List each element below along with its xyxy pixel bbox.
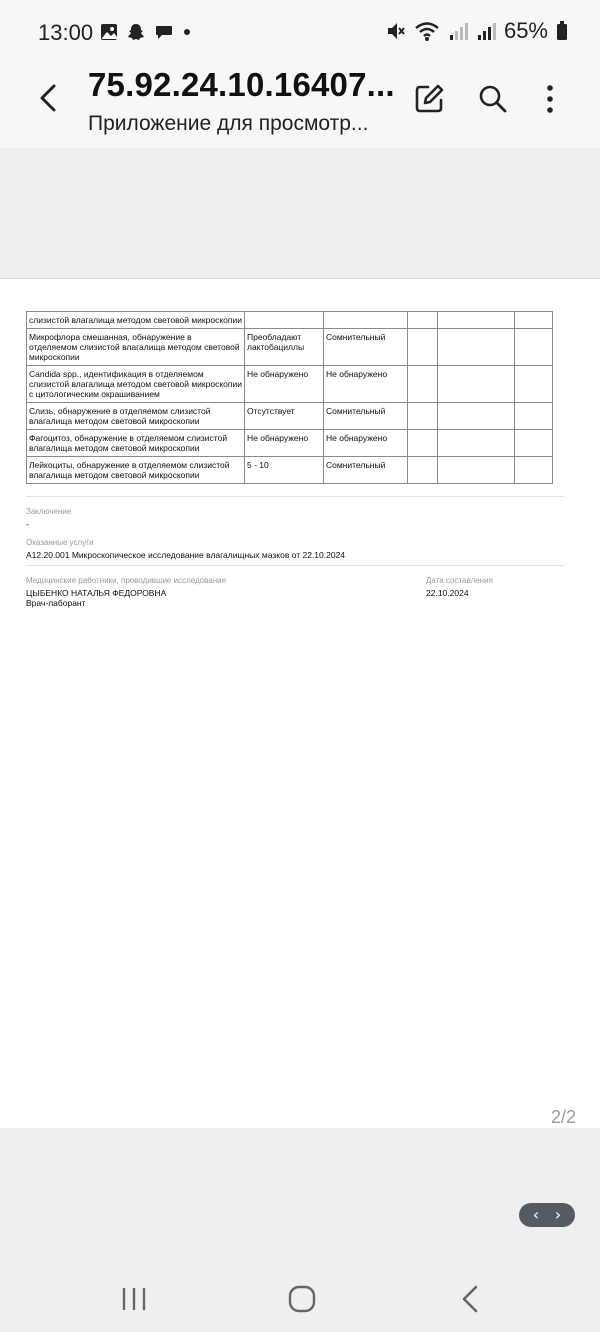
services-value: A12.20.001 Микроскопическое исследование влагалищных мазков от 22.10.2024 xyxy=(26,550,346,560)
staff-label: Медицинские работники, проводившие исследование xyxy=(26,576,227,585)
result-cell: Преобладают лактобациллы xyxy=(245,329,324,366)
reference-cell: Сомнительный xyxy=(324,457,408,484)
conclusion-label: Заключение xyxy=(26,507,72,516)
more-icon[interactable] xyxy=(533,82,567,116)
dot-icon xyxy=(182,27,192,37)
reference-cell: Не обнаружено xyxy=(324,366,408,403)
chat-icon xyxy=(154,22,174,42)
status-time: 13:00 xyxy=(38,20,94,45)
reference-cell: Сомнительный xyxy=(324,403,408,430)
app-subtitle: Приложение для просмотр... xyxy=(88,112,369,135)
results-table xyxy=(26,311,553,484)
navigation-bar xyxy=(0,1262,600,1332)
empty-cell xyxy=(408,329,438,366)
next-page-button[interactable]: › xyxy=(554,1205,562,1224)
test-name-cell: Слизь, обнаружение в отделяемом слизистой влагалища методом световой микроскопии xyxy=(27,403,245,430)
empty-cell xyxy=(408,430,438,457)
battery-icon xyxy=(556,20,568,42)
wifi-icon xyxy=(414,20,440,42)
staff-name: ЦЫБЕНКО НАТАЛЬЯ ФЕДОРОВНА xyxy=(26,588,167,598)
page-navigator[interactable] xyxy=(519,1203,575,1227)
result-cell: 5 - 10 xyxy=(245,457,324,484)
empty-cell xyxy=(438,312,515,329)
document-title: 75.92.24.10.16407... xyxy=(88,66,395,103)
document-page[interactable] xyxy=(0,278,600,1128)
empty-cell xyxy=(408,366,438,403)
result-cell: Не обнаружено xyxy=(245,430,324,457)
empty-cell xyxy=(515,403,553,430)
mute-icon xyxy=(386,20,406,42)
app-bar xyxy=(0,66,600,148)
divider xyxy=(26,565,564,566)
test-name-cell: Фагоцитоз, обнаружение в отделяемом слизистой влагалища методом световой микроскопии xyxy=(27,430,245,457)
test-name-cell: Лейкоциты, обнаружение в отделяемом слизистой влагалища методом световой микроскопии xyxy=(27,457,245,484)
table-row xyxy=(27,457,553,484)
empty-cell xyxy=(438,430,515,457)
date-label: Дата составления xyxy=(426,576,493,585)
empty-cell xyxy=(438,403,515,430)
back-button[interactable] xyxy=(34,82,66,114)
table-row xyxy=(27,312,553,329)
date-value: 22.10.2024 xyxy=(426,588,469,598)
empty-cell xyxy=(515,329,553,366)
empty-cell xyxy=(438,366,515,403)
empty-cell xyxy=(408,457,438,484)
edit-icon[interactable] xyxy=(412,82,446,116)
result-cell: Не обнаружено xyxy=(245,366,324,403)
reference-cell: Сомнительный xyxy=(324,329,408,366)
result-cell xyxy=(245,312,324,329)
recents-icon[interactable] xyxy=(114,1282,154,1316)
signal-icon xyxy=(448,20,468,42)
empty-cell xyxy=(515,366,553,403)
system-icons xyxy=(386,18,568,44)
page-counter: 2/2 xyxy=(550,1107,576,1127)
search-icon[interactable] xyxy=(476,82,510,116)
snapchat-icon xyxy=(126,22,146,42)
test-name-cell: слизистой влагалища методом световой микроскопии xyxy=(27,312,245,329)
reference-cell: Не обнаружено xyxy=(324,430,408,457)
empty-cell xyxy=(515,457,553,484)
notification-icons xyxy=(100,22,192,42)
viewer-background xyxy=(0,148,600,278)
test-name-cell: Candida spp., идентификация в отделяемом слизистой влагалища методом световой микроскопии с цитологическим окрашиванием xyxy=(27,366,245,403)
result-cell: Отсутствует xyxy=(245,403,324,430)
table-row xyxy=(27,329,553,366)
table-row xyxy=(27,366,553,403)
conclusion-value: - xyxy=(26,519,29,529)
table-row xyxy=(27,430,553,457)
staff-role: Врач-лаборант xyxy=(26,598,86,608)
empty-cell xyxy=(408,403,438,430)
reference-cell xyxy=(324,312,408,329)
battery-percent: 65% xyxy=(503,18,548,43)
image-icon xyxy=(100,23,118,41)
services-label: Оказанные услуги xyxy=(26,538,94,547)
test-name-cell: Микрофлора смешанная, обнаружение в отделяемом слизистой влагалища методом световой микроскопии xyxy=(27,329,245,366)
signal-icon xyxy=(476,20,496,42)
empty-cell xyxy=(515,312,553,329)
empty-cell xyxy=(438,329,515,366)
table-row xyxy=(27,403,553,430)
previous-page-button[interactable]: ‹ xyxy=(532,1205,540,1224)
back-icon[interactable] xyxy=(452,1282,492,1316)
empty-cell xyxy=(515,430,553,457)
empty-cell xyxy=(438,457,515,484)
empty-cell xyxy=(408,312,438,329)
divider xyxy=(26,496,564,497)
home-icon[interactable] xyxy=(282,1282,322,1316)
status-bar xyxy=(0,0,600,66)
